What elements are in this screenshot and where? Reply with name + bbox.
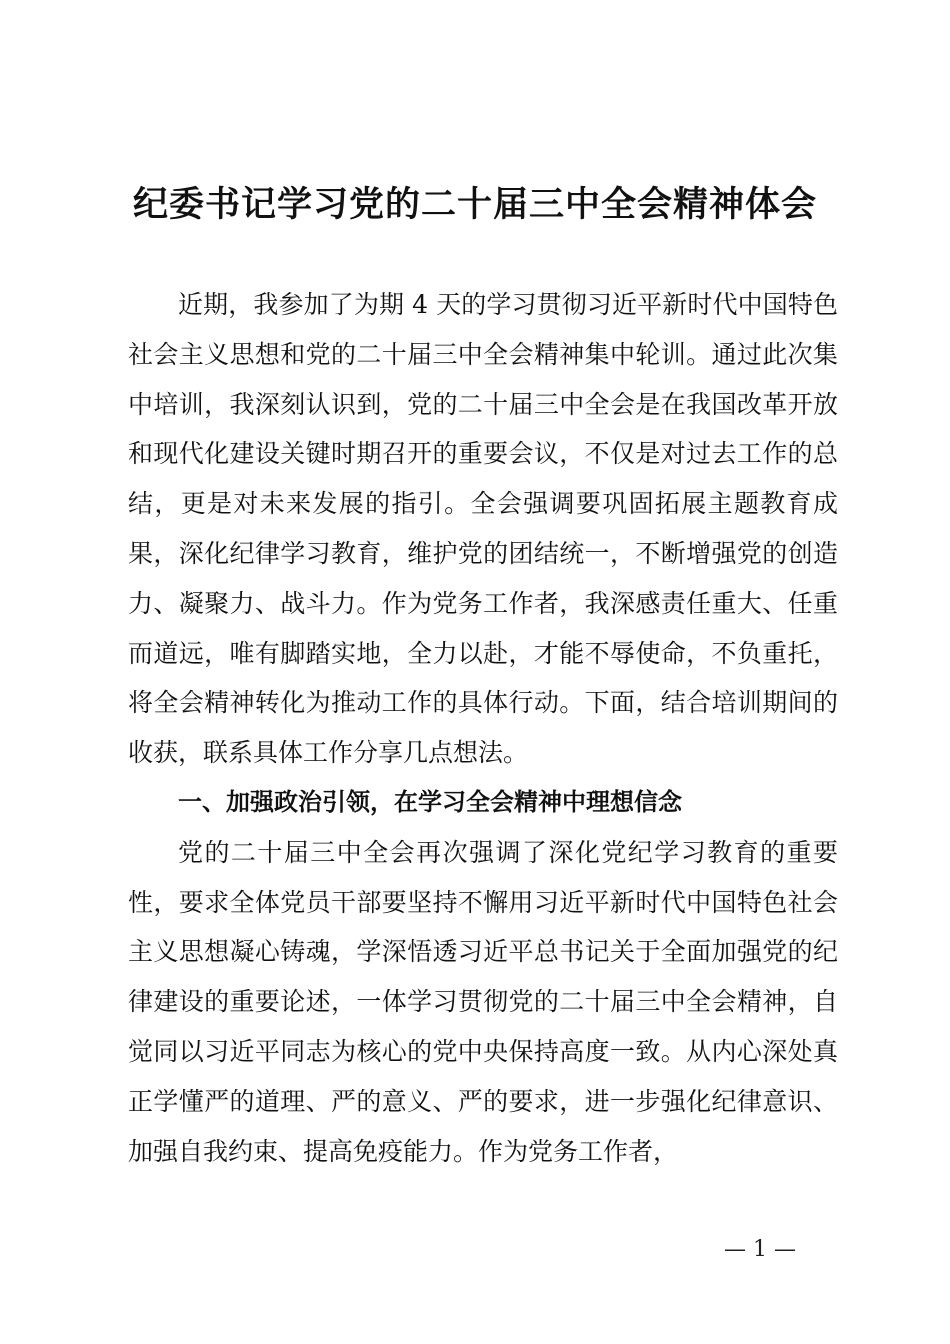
document-body — [128, 280, 838, 1176]
intro-paragraph: 近期，我参加了为期 4 天的学习贯彻习近平新时代中国特色社会主义思想和党的二十届三中全会精神集中轮训。通过此次集中培训，我深刻认识到，党的二十届三中全会是在我国改革开放和现代化建设关键时期召开的重要会议，不仅是对过去工作的总结，更是对未来发展的指引。全会强调要巩固拓展主题教育成果，深化纪律学习教育，维护党的团结统一，不断增强党的创造力、凝聚力、战斗力。作为党务工作者，我深感责任重大、任重而道远，唯有脚踏实地，全力以赴，才能不辱使命，不负重托，将全会精神转化为推动工作的具体行动。下面，结合培训期间的收获，联系具体工作分享几点想法。 — [128, 290, 838, 768]
section-paragraph: 党的二十届三中全会再次强调了深化党纪学习教育的重要性，要求全体党员干部要坚持不懈用习近平新时代中国特色社会主义思想凝心铸魂，学深悟透习近平总书记关于全面加强党的纪律建设的重要论述，一体学习贯彻党的二十届三中全会精神，自觉同以习近平同志为核心的党中央保持高度一致。从内心深处真正学懂严的道理、严的意义、严的要求，进一步强化纪律意识、加强自我约束、提高免疫能力。作为党务工作者， — [128, 837, 838, 1166]
section-heading: 一、加强政治引领，在学习全会精神中理想信念 — [178, 787, 682, 816]
page-number: — 1 — — [724, 1237, 796, 1262]
document-title: 纪委书记学习党的二十届三中全会精神体会 — [132, 185, 817, 225]
